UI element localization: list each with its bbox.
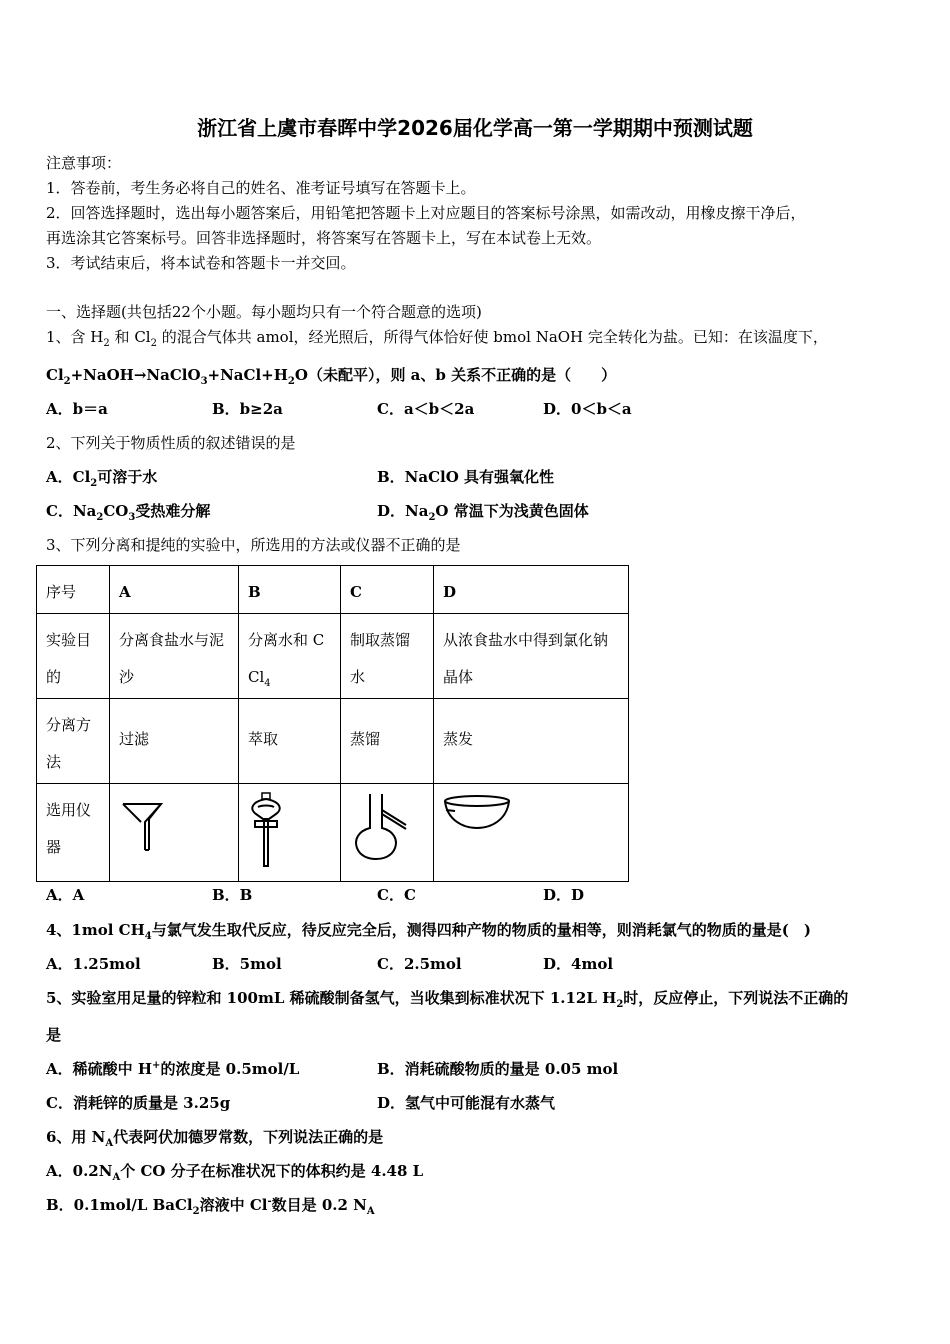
- funnel-icon: [119, 792, 179, 852]
- question-6-stem: 6、用 $N_A$代表阿伏加德罗常数，下列说法正确的是: [46, 1128, 384, 1149]
- table-cell: 从浓食盐水中得到氯化钠晶体: [434, 614, 629, 699]
- option-a[interactable]: A．1.25mol: [46, 955, 141, 973]
- table-cell: 序号: [37, 566, 110, 614]
- option-c[interactable]: C．C: [377, 886, 416, 904]
- option-a[interactable]: A．A: [46, 886, 85, 904]
- notice-item: 1．答卷前，考生务必将自己的姓名、准考证号填写在答题卡上。: [46, 179, 476, 197]
- table-cell: 选用仪器: [37, 784, 110, 882]
- table-cell: 蒸发: [434, 699, 629, 784]
- option-a[interactable]: A．$Cl_2$可溶于水: [46, 468, 158, 489]
- table-cell: 实验目的: [37, 614, 110, 699]
- question-1-stem: 1、含 $H_2$ 和 $Cl_2$ 的混合气体共 amol，经光照后，所得气体恰好使 bmol NaOH 完全转化为盐。已知：在该温度下，: [46, 328, 828, 349]
- question-4-stem: 4、1mol $CH_4$与氯气发生取代反应，待反应完全后，测得四种产物的物质的量相等，则消耗氯气的物质的量是( ): [46, 921, 811, 942]
- option-c[interactable]: C．a＜b＜2a: [377, 400, 475, 418]
- option-b[interactable]: B．b≥2a: [212, 400, 283, 418]
- option-d[interactable]: D．氢气中可能混有水蒸气: [377, 1094, 556, 1112]
- notice-heading: 注意事项：: [46, 154, 122, 172]
- table-cell: A: [110, 566, 239, 614]
- table-cell: 分离方法: [37, 699, 110, 784]
- page-title: 浙江省上虞市春晖中学2026届化学高一第一学期期中预测试题: [197, 116, 753, 140]
- table-cell: [239, 784, 341, 882]
- option-d[interactable]: D．D: [543, 886, 585, 904]
- question-5-stem: 5、实验室用足量的锌粒和 100mL 稀硫酸制备氢气，当收集到标准状况下 1.12L $H_2$时，反应停止，下列说法不正确的: [46, 989, 849, 1010]
- table-cell: [110, 784, 239, 882]
- table-row: [37, 784, 629, 882]
- table-cell: [434, 784, 629, 882]
- option-d[interactable]: D．4mol: [543, 955, 614, 973]
- notice-item: 3．考试结束后，将本试卷和答题卡一并交回。: [46, 254, 356, 272]
- table-row: [37, 699, 629, 784]
- table-row: [37, 614, 629, 699]
- table-cell: [341, 784, 434, 882]
- option-a[interactable]: A．稀硫酸中 H+的浓度是 0.5mol/L: [46, 1060, 300, 1078]
- option-c[interactable]: C．$Na_2CO_3$受热难分解: [46, 502, 211, 523]
- table-cell: C: [341, 566, 434, 614]
- option-c[interactable]: C．2.5mol: [377, 955, 462, 973]
- option-d[interactable]: D．$Na_2O$ 常温下为浅黄色固体: [377, 502, 589, 523]
- table-row: [37, 566, 629, 614]
- notice-item: 2．回答选择题时，选出每小题答案后，用铅笔把答题卡上对应题目的答案标号涂黑，如需改动，用橡皮擦干净后，: [46, 204, 806, 222]
- evaporating-dish-icon: [443, 792, 513, 832]
- section-heading: 一、选择题(共包括22个小题。每小题均只有一个符合题意的选项): [46, 303, 482, 321]
- table-cell: B: [239, 566, 341, 614]
- option-b[interactable]: B．消耗硫酸物质的量是 0.05 mol: [377, 1060, 619, 1078]
- option-d[interactable]: D．0＜b＜a: [543, 400, 632, 418]
- table-cell: 蒸馏: [341, 699, 434, 784]
- option-a[interactable]: A．$0.2N_A$个 CO 分子在标准状况下的体积约是 4.48 L: [46, 1162, 424, 1183]
- table-cell: 分离水和 CCl$_4$: [239, 614, 341, 699]
- question-2-stem: 2、下列关于物质性质的叙述错误的是: [46, 434, 296, 452]
- option-c[interactable]: C．消耗锌的质量是 3.25g: [46, 1094, 231, 1112]
- table-cell: D: [434, 566, 629, 614]
- separation-table: [36, 565, 629, 882]
- separatory-funnel-icon: [248, 792, 288, 867]
- question-5-stem-line2: 是: [46, 1026, 62, 1044]
- table-cell: 过滤: [110, 699, 239, 784]
- option-b[interactable]: B．5mol: [212, 955, 282, 973]
- option-b[interactable]: B．B: [212, 886, 253, 904]
- table-cell: 分离食盐水与泥沙: [110, 614, 239, 699]
- option-a[interactable]: A．b＝a: [46, 400, 108, 418]
- table-cell: 制取蒸馏水: [341, 614, 434, 699]
- table-cell: 萃取: [239, 699, 341, 784]
- distillation-flask-icon: [350, 792, 410, 862]
- option-b[interactable]: B．NaClO 具有强氧化性: [377, 468, 555, 486]
- question-3-stem: 3、下列分离和提纯的实验中，所选用的方法或仪器不正确的是: [46, 536, 461, 554]
- question-1-equation: $Cl_2+NaOH\to NaClO_3+NaCl+H_2O$（未配平），则 a、b 关系不正确的是（ ）: [46, 366, 617, 387]
- option-b[interactable]: B．0.1mol/L BaCl$_2$溶液中 Cl-数目是 0.2 $N_A$: [46, 1196, 375, 1217]
- notice-item: 再选涂其它答案标号。回答非选择题时，将答案写在答题卡上，写在本试卷上无效。: [46, 229, 602, 247]
